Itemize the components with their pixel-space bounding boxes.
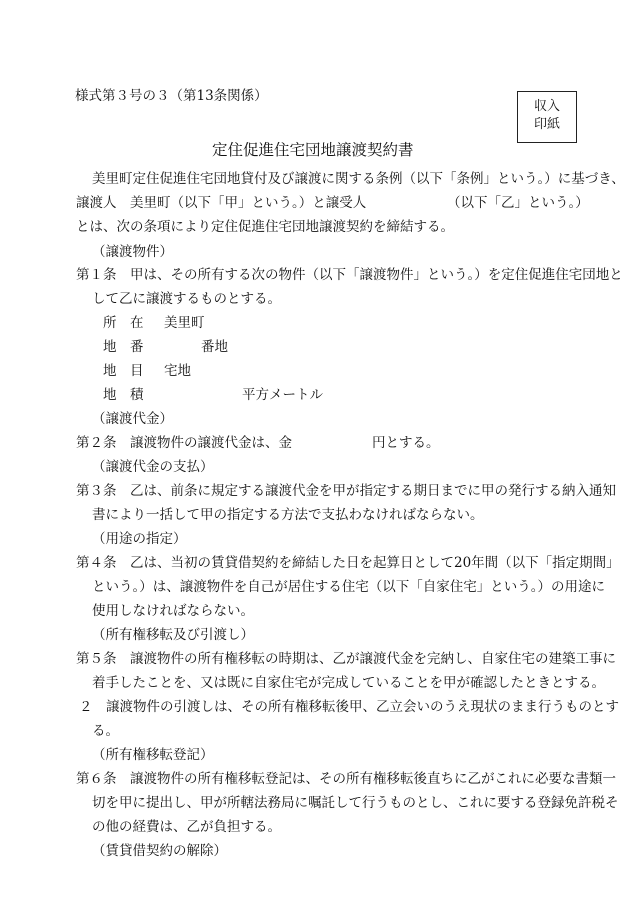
article-1-line-1: 第１条 甲は、その所有する次の物件（以下「譲渡物件」という。）を定住促進住宅団地と [76, 267, 623, 283]
article-5-2-line-2: る。 [92, 723, 119, 739]
property-category-value: 宅地 [164, 363, 191, 379]
article-6-line-2: 切を甲に提出し、甲が所轄法務局に嘱託して行うものとし、これに要する登録免許税そ [92, 795, 619, 811]
article-3-line-1: 第３条 乙は、前条に規定する譲渡代金を甲が指定する期日までに甲の発行する納入通知 [76, 483, 616, 499]
article-6-line-3: の他の経費は、乙が負担する。 [92, 819, 281, 835]
property-location-value: 美里町 [164, 315, 205, 331]
property-lot-label: 地 番 [103, 339, 144, 355]
preamble-line-2-suffix: （以下「乙」という。） [447, 195, 589, 211]
stamp-label-1: 収入 [533, 99, 560, 114]
heading-transfer-price: （譲渡代金） [92, 411, 173, 427]
stamp-label-2: 印紙 [533, 117, 560, 132]
preamble-line-3: とは、次の条項により定住促進住宅団地譲渡契約を締結する。 [76, 219, 454, 235]
form-number: 様式第３号の３（第13条関係） [75, 88, 268, 104]
heading-ownership-transfer: （所有権移転及び引渡し） [92, 627, 254, 643]
property-area-label: 地 積 [103, 387, 144, 403]
preamble-line-2: 譲渡人 美里町（以下「甲」という。）と譲受人 [76, 195, 367, 211]
heading-registration: （所有権移転登記） [92, 747, 214, 763]
heading-lease-termination: （賃貸借契約の解除） [92, 843, 227, 859]
revenue-stamp-box [517, 91, 577, 143]
article-4-line-1: 第４条 乙は、当初の賃貸借契約を締結した日を起算日として20年間（以下「指定期間」 [76, 555, 620, 571]
article-5-line-1: 第５条 譲渡物件の所有権移転の時期は、乙が譲渡代金を完納し、自家住宅の建築工事に [76, 651, 616, 667]
property-lot-value: 番地 [201, 339, 228, 355]
heading-payment: （譲渡代金の支払） [92, 459, 214, 475]
heading-transfer-property: （譲渡物件） [92, 244, 173, 260]
property-location-label: 所 在 [103, 315, 144, 331]
heading-use-designation: （用途の指定） [92, 531, 187, 547]
property-category-label: 地 目 [103, 363, 144, 379]
article-5-line-2: 着手したことを、又は既に自家住宅が完成していることを甲が確認したときとする。 [92, 675, 605, 691]
article-4-line-3: 使用しなければならない。 [92, 603, 254, 619]
article-1-line-2: して乙に譲渡するものとする。 [92, 291, 281, 307]
article-5-2-line-1: ２ 譲渡物件の引渡しは、その所有権移転後甲、乙立会いのうえ現状のまま行うものとす [79, 699, 619, 715]
preamble-line-1: 美里町定住促進住宅団地貸付及び譲渡に関する条例（以下「条例」という。）に基づき、 [92, 171, 625, 187]
article-3-line-2: 書により一括して甲の指定する方法で支払わなければならない。 [92, 507, 484, 523]
document-title: 定住促進住宅団地譲渡契約書 [212, 141, 414, 159]
article-4-line-2: という。）は、譲渡物件を自己が居住する住宅（以下「自家住宅」という。）の用途に [92, 579, 605, 595]
property-area-value: 平方メートル [242, 387, 323, 403]
article-2-suffix: 円とする。 [372, 435, 440, 451]
article-6-line-1: 第６条 譲渡物件の所有権移転登記は、その所有権移転後直ちに乙がこれに必要な書類一 [76, 771, 616, 787]
article-2-text: 第２条 譲渡物件の譲渡代金は、金 [76, 435, 292, 451]
